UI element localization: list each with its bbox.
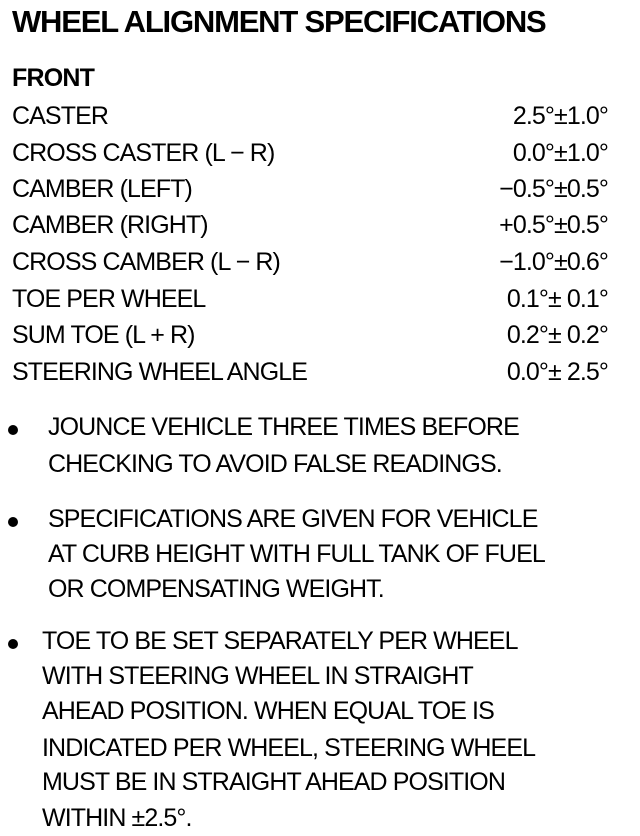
note-line: TOE TO BE SET SEPARATELY PER WHEEL xyxy=(42,627,518,655)
spec-value: −1.0°±0.6° xyxy=(499,248,608,276)
note-line: JOUNCE VEHICLE THREE TIMES BEFORE xyxy=(48,413,519,441)
spec-name: CAMBER (LEFT) xyxy=(12,175,192,203)
spec-name: STEERING WHEEL ANGLE xyxy=(12,358,308,386)
spec-value: −0.5°±0.5° xyxy=(499,175,608,203)
spec-row-steering-wheel-angle xyxy=(12,354,608,390)
spec-name: CASTER xyxy=(12,102,109,130)
spec-name: TOE PER WHEEL xyxy=(12,285,206,313)
spec-value: 0.1°± 0.1° xyxy=(506,285,608,313)
bullet-dot xyxy=(8,639,18,649)
section-heading-front: FRONT xyxy=(12,64,95,92)
page-title: WHEEL ALIGNMENT SPECIFICATIONS xyxy=(12,4,546,39)
spec-row-cross-camber xyxy=(12,244,608,280)
spec-row-caster xyxy=(12,98,608,134)
spec-row-toe-per-wheel xyxy=(12,281,608,317)
note-line: MUST BE IN STRAIGHT AHEAD POSITION xyxy=(42,768,506,796)
spec-row-cross-caster xyxy=(12,135,608,171)
spec-name: SUM TOE (L + R) xyxy=(12,321,195,349)
spec-value: 0.0°± 2.5° xyxy=(506,358,608,386)
bullet-dot xyxy=(8,425,18,435)
note-line: INDICATED PER WHEEL, STEERING WHEEL xyxy=(42,734,536,762)
note-line: CHECKING TO AVOID FALSE READINGS. xyxy=(48,450,502,478)
note-line: AHEAD POSITION. WHEN EQUAL TOE IS xyxy=(42,697,494,725)
note-line: SPECIFICATIONS ARE GIVEN FOR VEHICLE xyxy=(48,505,538,533)
spec-name: CROSS CAMBER (L − R) xyxy=(12,248,280,276)
note-line: OR COMPENSATING WEIGHT. xyxy=(48,575,384,603)
spec-value: 2.5°±1.0° xyxy=(512,102,608,130)
spec-value: +0.5°±0.5° xyxy=(499,211,608,239)
spec-value: 0.0°±1.0° xyxy=(512,139,608,167)
spec-value: 0.2°± 0.2° xyxy=(506,321,608,349)
note-line: WITHIN ±2.5°. xyxy=(42,804,192,832)
spec-row-camber-right xyxy=(12,207,608,243)
spec-row-camber-left xyxy=(12,171,608,207)
spec-row-sum-toe xyxy=(12,317,608,353)
bullet-dot xyxy=(8,517,18,527)
note-line: WITH STEERING WHEEL IN STRAIGHT xyxy=(42,662,473,690)
spec-name: CAMBER (RIGHT) xyxy=(12,211,208,239)
spec-name: CROSS CASTER (L − R) xyxy=(12,139,275,167)
note-line: AT CURB HEIGHT WITH FULL TANK OF FUEL xyxy=(48,540,545,568)
